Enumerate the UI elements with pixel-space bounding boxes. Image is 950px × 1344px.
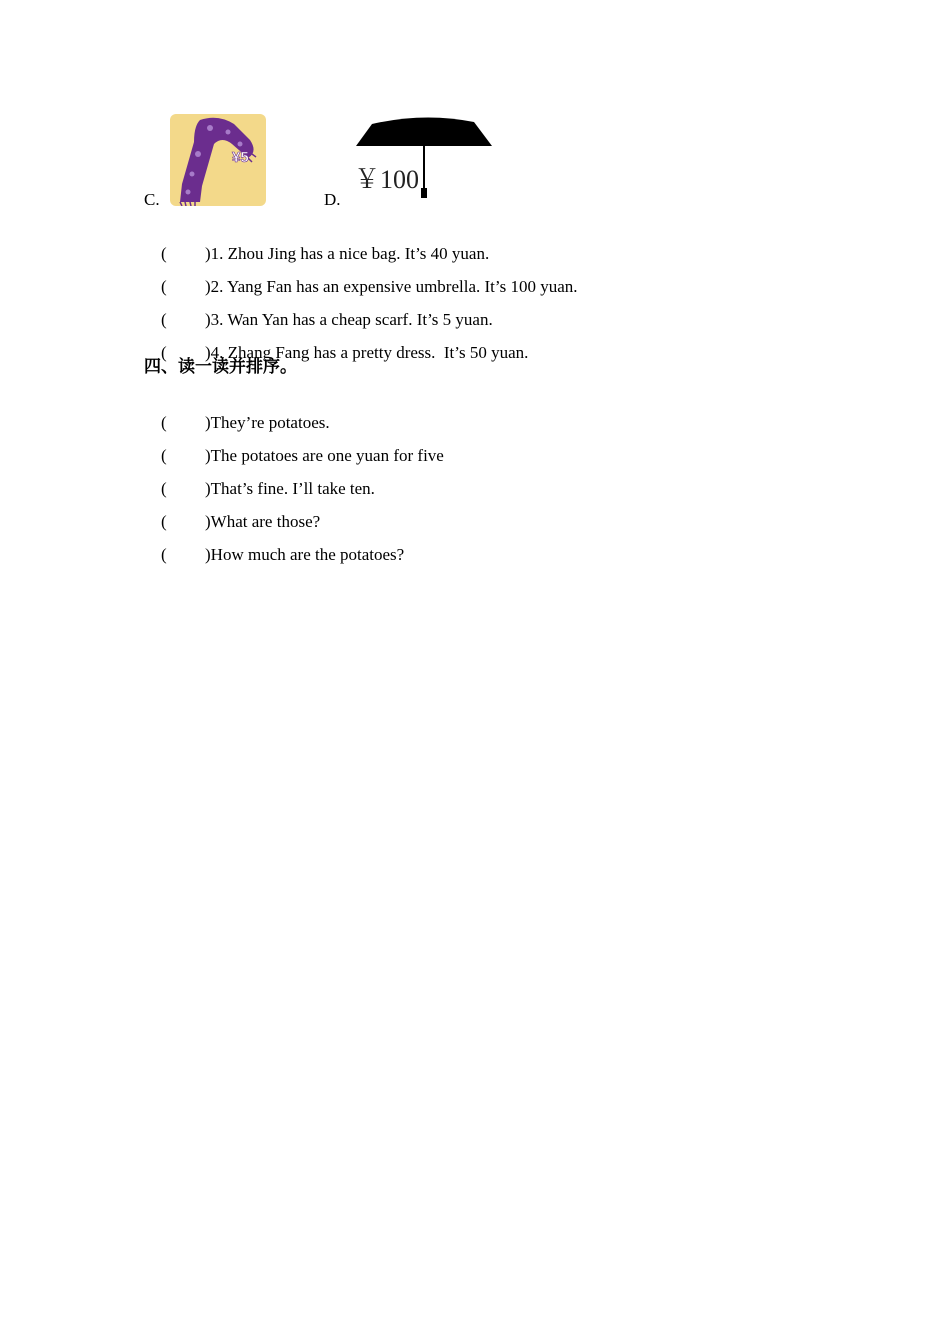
item-text: )That’s fine. I’ll take ten. xyxy=(205,479,375,498)
answer-blank[interactable]: ( xyxy=(161,343,167,362)
item-text: )The potatoes are one yuan for five xyxy=(205,446,444,465)
item-text: )What are those? xyxy=(205,512,321,531)
item-text: )1. Zhou Jing has a nice bag. It’s 40 yuan. xyxy=(205,244,490,263)
option-c-label: C. xyxy=(144,190,160,209)
answer-blank[interactable]: ( xyxy=(161,244,167,263)
umbrella-image xyxy=(350,114,496,202)
item-text: )2. Yang Fan has an expensive umbrella. It’s 100 yuan. xyxy=(205,277,578,296)
item-text: )4. Zhang Fang has a pretty dress. It’s 50 yuan. xyxy=(205,343,529,362)
answer-blank[interactable]: ( xyxy=(161,310,167,329)
item-text: )How much are the potatoes? xyxy=(205,545,405,564)
item-text: )They’re potatoes. xyxy=(205,413,330,432)
answer-blank[interactable]: ( xyxy=(161,413,167,432)
item-text: )3. Wan Yan has a cheap scarf. It’s 5 yuan. xyxy=(205,310,493,329)
answer-blank[interactable]: ( xyxy=(161,512,167,531)
umbrella-price-text: ￥100 xyxy=(354,165,420,194)
scarf-image xyxy=(170,114,266,206)
scarf-price-tag: ¥5 xyxy=(232,149,249,166)
scarf-illustration xyxy=(170,114,266,206)
umbrella-illustration xyxy=(350,114,496,202)
answer-blank[interactable]: ( xyxy=(161,545,167,564)
answer-blank[interactable]: ( xyxy=(161,277,167,296)
section4-heading: 四、读一读并排序。 xyxy=(144,357,297,377)
option-d-label: D. xyxy=(324,190,341,209)
answer-blank[interactable]: ( xyxy=(161,479,167,498)
section4-item-5 xyxy=(144,525,404,585)
answer-blank[interactable]: ( xyxy=(161,446,167,465)
